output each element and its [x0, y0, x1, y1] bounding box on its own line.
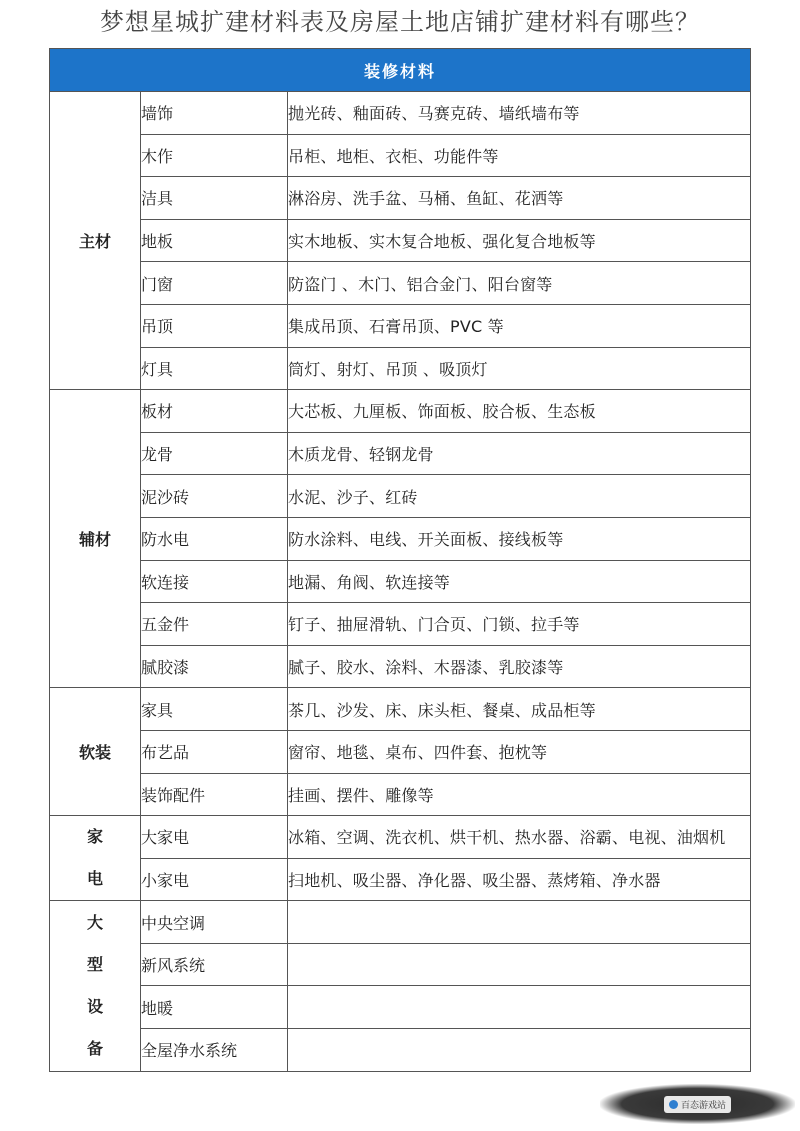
item-name: 洁具	[141, 177, 288, 220]
group-label-char: 设	[86, 996, 103, 1016]
item-detail: 集成吊顶、石膏吊顶、PVC 等	[288, 304, 751, 347]
group-label: 主材	[50, 92, 141, 390]
item-detail: 钉子、抽屉滑轨、门合页、门锁、拉手等	[288, 603, 751, 646]
group-label: 辅材	[50, 390, 141, 688]
item-name: 全屋净水系统	[141, 1029, 288, 1072]
group-label-char: 型	[86, 954, 103, 974]
item-detail	[288, 901, 751, 944]
table-header: 装修材料	[50, 49, 751, 92]
item-name: 龙骨	[141, 432, 288, 475]
item-name: 小家电	[141, 858, 288, 901]
table-row	[50, 816, 751, 859]
logo-icon	[669, 1100, 678, 1109]
group-label: 软装	[50, 688, 141, 816]
table-row	[50, 177, 751, 220]
item-name: 墙饰	[141, 92, 288, 135]
table-row	[50, 219, 751, 262]
table-row	[50, 688, 751, 731]
table-row	[50, 517, 751, 560]
table-row	[50, 92, 751, 135]
watermark-badge	[664, 1096, 731, 1113]
table-row	[50, 390, 751, 433]
table-row	[50, 858, 751, 901]
group-label-char: 电	[86, 869, 103, 889]
item-detail: 腻子、胶水、涂料、木器漆、乳胶漆等	[288, 645, 751, 688]
table-row	[50, 134, 751, 177]
watermark	[600, 1084, 795, 1124]
item-name: 新风系统	[141, 943, 288, 986]
table-row	[50, 560, 751, 603]
item-detail: 水泥、沙子、红砖	[288, 475, 751, 518]
table-row	[50, 603, 751, 646]
group-label-char: 大	[86, 912, 103, 932]
item-name: 木作	[141, 134, 288, 177]
table-row	[50, 475, 751, 518]
item-name: 腻胶漆	[141, 645, 288, 688]
group-label	[50, 816, 141, 901]
group-label-char: 备	[86, 1038, 103, 1058]
page-title: 梦想星城扩建材料表及房屋土地店铺扩建材料有哪些？	[100, 8, 700, 36]
item-name: 板材	[141, 390, 288, 433]
materials-table	[49, 48, 751, 1072]
item-name: 泥沙砖	[141, 475, 288, 518]
table-row	[50, 901, 751, 944]
table-row	[50, 773, 751, 816]
watermark-text: 百态游戏站	[680, 1100, 726, 1111]
item-name: 大家电	[141, 816, 288, 859]
table-row	[50, 262, 751, 305]
table-row	[50, 347, 751, 390]
item-detail	[288, 943, 751, 986]
table-row	[50, 943, 751, 986]
item-name: 中央空调	[141, 901, 288, 944]
item-name: 门窗	[141, 262, 288, 305]
table-body	[50, 92, 751, 1072]
item-name: 灯具	[141, 347, 288, 390]
item-detail: 实木地板、实木复合地板、强化复合地板等	[288, 219, 751, 262]
item-name: 防水电	[141, 517, 288, 560]
group-label-char: 家	[86, 827, 103, 847]
item-detail: 抛光砖、釉面砖、马赛克砖、墙纸墙布等	[288, 92, 751, 135]
item-detail: 筒灯、射灯、吊顶 、吸顶灯	[288, 347, 751, 390]
table-row	[50, 304, 751, 347]
item-name: 软连接	[141, 560, 288, 603]
item-detail: 吊柜、地柜、衣柜、功能件等	[288, 134, 751, 177]
table-row	[50, 645, 751, 688]
item-detail	[288, 1029, 751, 1072]
group-label	[50, 901, 141, 1071]
table-row	[50, 1029, 751, 1072]
item-detail: 地漏、角阀、软连接等	[288, 560, 751, 603]
item-detail: 茶几、沙发、床、床头柜、餐桌、成品柜等	[288, 688, 751, 731]
item-name: 五金件	[141, 603, 288, 646]
item-detail: 冰箱、空调、洗衣机、烘干机、热水器、浴霸、电视、油烟机	[288, 816, 751, 859]
table-row	[50, 730, 751, 773]
item-detail	[288, 986, 751, 1029]
item-detail: 木质龙骨、轻钢龙骨	[288, 432, 751, 475]
table-row	[50, 432, 751, 475]
item-name: 地板	[141, 219, 288, 262]
item-name: 家具	[141, 688, 288, 731]
item-name: 吊顶	[141, 304, 288, 347]
item-name: 布艺品	[141, 730, 288, 773]
item-detail: 淋浴房、洗手盆、马桶、鱼缸、花洒等	[288, 177, 751, 220]
item-detail: 窗帘、地毯、桌布、四件套、抱枕等	[288, 730, 751, 773]
item-name: 装饰配件	[141, 773, 288, 816]
item-detail: 扫地机、吸尘器、净化器、吸尘器、蒸烤箱、净水器	[288, 858, 751, 901]
item-detail: 防水涂料、电线、开关面板、接线板等	[288, 517, 751, 560]
item-detail: 大芯板、九厘板、饰面板、胶合板、生态板	[288, 390, 751, 433]
table-row	[50, 986, 751, 1029]
item-detail: 挂画、摆件、雕像等	[288, 773, 751, 816]
item-detail: 防盗门 、木门、铝合金门、阳台窗等	[288, 262, 751, 305]
item-name: 地暖	[141, 986, 288, 1029]
